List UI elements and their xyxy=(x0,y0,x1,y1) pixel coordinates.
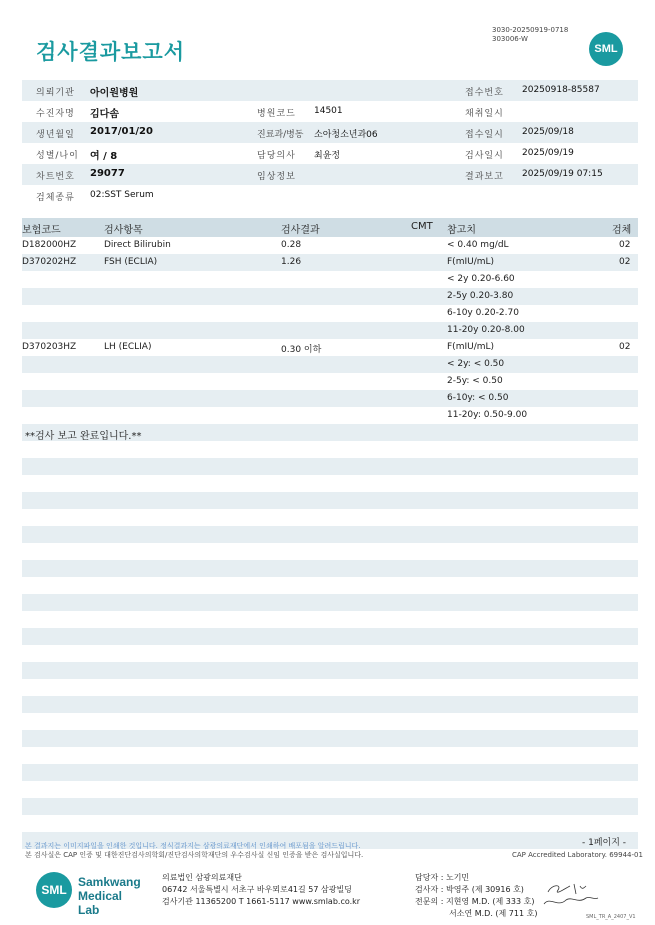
header-code: 보험코드 xyxy=(22,225,61,236)
info-label: 의뢰기관 xyxy=(36,88,75,98)
info-row xyxy=(22,185,638,206)
header-cmt: CMT xyxy=(411,221,433,232)
cell-reference: 11-20y: 0.50-9.00 xyxy=(447,410,528,420)
info-label: 차트번호 xyxy=(36,172,75,182)
info-label: 담당의사 xyxy=(257,151,296,161)
staff-line: 서소연 M.D. (제 711 호) xyxy=(449,909,538,918)
table-row xyxy=(22,373,638,390)
info-value: 2017/01/20 xyxy=(90,126,153,137)
results-table xyxy=(22,218,638,849)
info-label: 결과보고 xyxy=(465,172,504,182)
address-line: 검사기관 11365200 T 1661-5117 www.smlab.co.kr xyxy=(162,897,361,906)
info-value: 20250918-85587 xyxy=(522,85,600,95)
table-row xyxy=(22,390,638,407)
info-label: 병원코드 xyxy=(257,109,296,119)
cap-accreditation: CAP Accredited Laboratory. 69944-01 xyxy=(512,851,643,859)
cell-reference: 11-20y 0.20-8.00 xyxy=(447,325,525,335)
doc-number-line-1: 3030-20250919-0718 xyxy=(492,26,569,34)
cell-specimen: 02 xyxy=(619,257,631,267)
empty-row xyxy=(22,594,638,611)
info-label: 검사일시 xyxy=(465,151,504,161)
empty-row xyxy=(22,611,638,628)
cell-item: Direct Bilirubin xyxy=(104,240,171,250)
info-value: 2025/09/19 07:15 xyxy=(522,169,603,179)
cell-code: D370203HZ xyxy=(22,342,77,352)
empty-row xyxy=(22,798,638,815)
cell-result: 1.26 xyxy=(281,257,302,267)
report-title: 검사결과보고서 xyxy=(36,40,186,64)
logo-name-line-1: Samkwang xyxy=(78,875,141,889)
sml-logo-icon: SML xyxy=(589,32,623,66)
info-label: 접수일시 xyxy=(465,130,504,140)
cell-result: 0.28 xyxy=(281,240,302,250)
cell-reference: < 2y: < 0.50 xyxy=(447,359,505,369)
empty-row xyxy=(22,577,638,594)
info-label: 진료과/병동 xyxy=(257,130,304,140)
empty-row xyxy=(22,747,638,764)
samkwang-logo xyxy=(36,870,146,917)
cell-reference: 6-10y 0.20-2.70 xyxy=(447,308,519,318)
empty-row xyxy=(22,730,638,747)
table-row xyxy=(22,356,638,373)
cell-specimen: 02 xyxy=(619,240,631,250)
empty-row xyxy=(22,441,638,458)
info-value: 소아청소년과06 xyxy=(314,130,378,140)
info-label: 검체종류 xyxy=(36,193,75,203)
empty-row xyxy=(22,560,638,577)
sml-logo-icon: SML xyxy=(36,872,72,908)
info-value: 2025/09/18 xyxy=(522,127,574,137)
cell-reference: F(mIU/mL) xyxy=(447,257,495,267)
info-value: 02:SST Serum xyxy=(90,190,154,200)
empty-row xyxy=(22,713,638,730)
report-complete-text: **검사 보고 완료입니다.** xyxy=(25,431,142,442)
table-body xyxy=(22,237,638,849)
info-value: 2025/09/19 xyxy=(522,148,574,158)
form-code: SML_TR_A_2407_V1 xyxy=(586,914,636,920)
patient-info-section xyxy=(22,80,638,206)
info-label: 성별/나이 xyxy=(36,151,79,161)
header-specimen: 검체 xyxy=(612,225,632,236)
page-number: - 1페이지 - xyxy=(582,838,627,848)
cell-reference: 6-10y: < 0.50 xyxy=(447,393,509,403)
address-line: 06742 서울특별시 서초구 바우뫼로41길 57 삼광빌딩 xyxy=(162,885,352,894)
doc-number-line-2: 303006-W xyxy=(492,35,528,43)
document-number xyxy=(492,26,568,44)
cell-reference: 2-5y 0.20-3.80 xyxy=(447,291,514,301)
table-row xyxy=(22,254,638,271)
table-row xyxy=(22,305,638,322)
table-row xyxy=(22,339,638,356)
cell-item: LH (ECLIA) xyxy=(104,342,152,352)
staff-line: 전문의 : 지현영 M.D. (제 333 호) xyxy=(415,897,535,906)
cell-specimen: 02 xyxy=(619,342,631,352)
empty-row xyxy=(22,781,638,798)
empty-row xyxy=(22,815,638,832)
empty-row xyxy=(22,679,638,696)
info-row xyxy=(22,101,638,122)
staff-info xyxy=(415,872,537,920)
info-value: 김다솜 xyxy=(90,109,119,120)
table-row xyxy=(22,424,638,441)
table-row xyxy=(22,237,638,254)
logo-name xyxy=(78,875,146,917)
header-item: 검사항목 xyxy=(104,225,143,236)
empty-row xyxy=(22,475,638,492)
info-row xyxy=(22,164,638,185)
info-label: 접수번호 xyxy=(465,88,504,98)
info-value: 29077 xyxy=(90,168,125,179)
table-row xyxy=(22,288,638,305)
staff-line: 검사자 : 박영주 (제 30916 호) xyxy=(415,885,524,894)
table-header xyxy=(22,218,638,237)
table-row xyxy=(22,407,638,424)
empty-row xyxy=(22,492,638,509)
table-row xyxy=(22,322,638,339)
cell-item: FSH (ECLIA) xyxy=(104,257,158,267)
info-label: 생년월일 xyxy=(36,130,75,140)
info-label: 임상정보 xyxy=(257,172,296,182)
empty-row xyxy=(22,458,638,475)
cell-reference: < 2y 0.20-6.60 xyxy=(447,274,515,284)
empty-row xyxy=(22,645,638,662)
empty-row xyxy=(22,764,638,781)
header-reference: 참고치 xyxy=(447,225,476,236)
cell-reference: < 0.40 mg/dL xyxy=(447,240,509,250)
cell-code: D182000HZ xyxy=(22,240,77,250)
info-row xyxy=(22,122,638,143)
accreditation-notice: 본 검사실은 CAP 인증 및 대한진단검사의학회/진단검사의학재단의 우수검사실 신임 인증을 받은 검사실입니다. xyxy=(25,851,364,859)
empty-row xyxy=(22,696,638,713)
info-label: 채취일시 xyxy=(465,109,504,119)
empty-row xyxy=(22,628,638,645)
table-row xyxy=(22,271,638,288)
address-line: 의료법인 삼광의료재단 xyxy=(162,873,242,882)
logo-name-line-2: Medical Lab xyxy=(78,889,123,917)
info-value: 최윤정 xyxy=(314,151,341,161)
header-result: 검사결과 xyxy=(281,225,320,236)
cell-reference: 2-5y: < 0.50 xyxy=(447,376,503,386)
info-value: 여 / 8 xyxy=(90,151,118,162)
info-label: 수진자명 xyxy=(36,109,75,119)
cell-result: 0.30 이하 xyxy=(281,345,322,355)
info-value: 14501 xyxy=(314,106,343,116)
empty-row xyxy=(22,509,638,526)
info-value: 아이원병원 xyxy=(90,88,139,99)
info-row xyxy=(22,143,638,164)
empty-row xyxy=(22,543,638,560)
cell-code: D370202HZ xyxy=(22,257,77,267)
signature-icon xyxy=(540,880,600,910)
lab-address xyxy=(162,872,360,908)
print-notice: 본 결과지는 이미지파일을 인쇄한 것입니다. 정식결과지는 삼광의료재단에서 인쇄하여 배포됨을 알려드립니다. xyxy=(25,842,361,850)
empty-row xyxy=(22,526,638,543)
staff-line: 담당자 : 노기민 xyxy=(415,873,470,882)
empty-row xyxy=(22,662,638,679)
cell-reference: F(mIU/mL) xyxy=(447,342,495,352)
info-row xyxy=(22,80,638,101)
